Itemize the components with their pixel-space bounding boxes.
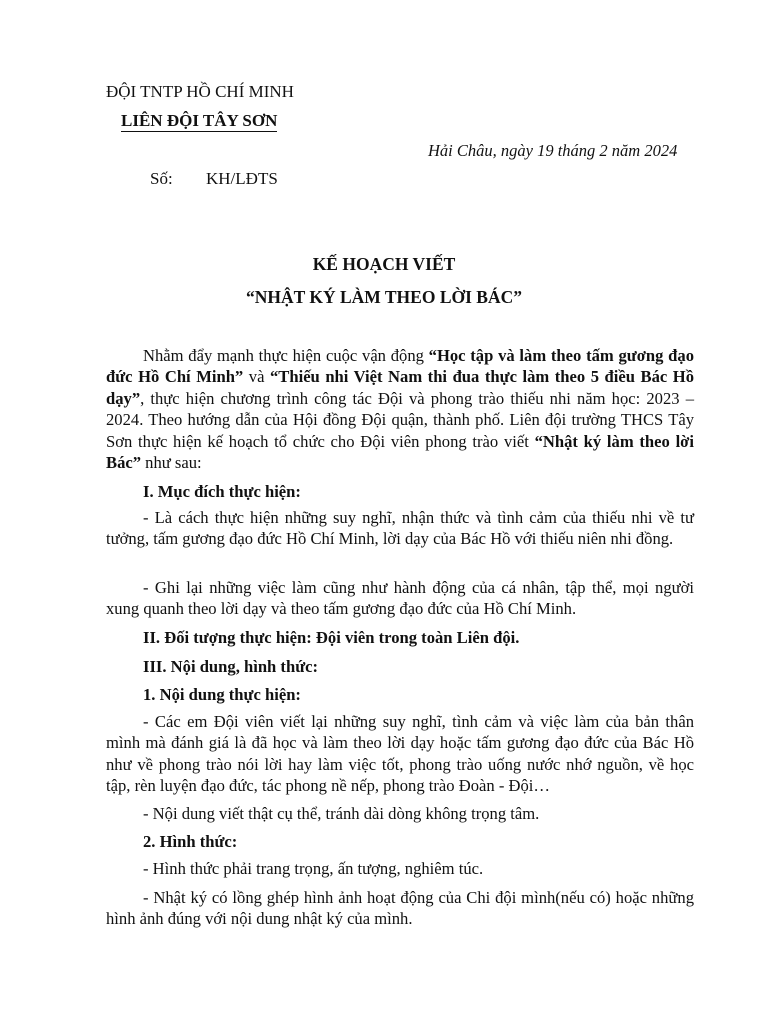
subsection-1-item-2: - Nội dung viết thật cụ thể, tránh dài dòng không trọng tâm. <box>143 804 540 823</box>
intro-text-1: Nhằm đẩy mạnh thực hiện cuộc vận động <box>143 346 429 365</box>
reference-label: Số: <box>150 169 173 188</box>
intro-bold-2: “Thiếu nhi Việt Nam thi đua thực làm theo 5 điều Bác Hồ dạy” <box>106 367 694 408</box>
document-date: Hải Châu, ngày 19 tháng 2 năm 2024 <box>428 141 678 160</box>
unit-name-text: LIÊN ĐỘI TÂY SƠN <box>121 111 278 130</box>
intro-text-2: và <box>243 367 270 387</box>
intro-paragraph <box>106 345 694 473</box>
section-1-item-2: - Ghi lại những việc làm cũng như hành động của cá nhân, tập thể, mọi người xung quanh theo lời dạy và theo tấm gương đạo đức của Hồ Chí Minh. <box>106 578 694 619</box>
subsection-1-heading: 1. Nội dung thực hiện: <box>143 685 301 704</box>
subsection-2-item-1: - Hình thức phải trang trọng, ấn tượng, nghiêm túc. <box>143 859 484 878</box>
intro-text-3: , thực hiện chương trình công tác Đội và phong trào thiếu nhi năm học: 2023 – 2024. Theo hướng dẫn của Hội đồng Đội quận, thành phố. Liên đội trường THCS Tây Sơn thực hiện kế hoạch tổ chức cho Đội viên phong trào viết <box>106 388 694 451</box>
section-1-item-1: - Là cách thực hiện những suy nghĩ, nhận thức và tình cảm của thiếu nhi về tư tưởng, tấm gương đạo đức Hồ Chí Minh, lời dạy của Bác Hồ với thiếu niên nhi đồng. <box>106 508 694 549</box>
unit-name <box>121 111 277 131</box>
document-reference <box>150 169 278 189</box>
document-subtitle: “NHẬT KÝ LÀM THEO LỜI BÁC” <box>246 287 522 307</box>
reference-number: KH/LĐTS <box>206 169 278 188</box>
document-title: KẾ HOẠCH VIẾT <box>312 254 456 274</box>
subsection-2-item-2: - Nhật ký có lồng ghép hình ảnh hoạt động của Chi đội mình(nếu có) hoặc những hình ảnh đúng với nội dung nhật ký của mình. <box>106 888 694 929</box>
intro-bold-3: “Nhật ký làm theo lời Bác” <box>106 431 694 473</box>
organization-name: ĐỘI TNTP HỒ CHÍ MINH <box>106 82 294 101</box>
intro-bold-1: “Học tập và làm theo tấm gương đạo đức Hồ Chí Minh” <box>106 346 694 387</box>
section-1-heading: I. Mục đích thực hiện: <box>143 482 301 501</box>
intro-text-4: như sau: <box>141 453 202 473</box>
section-3-heading: III. Nội dung, hình thức: <box>143 657 319 676</box>
section-2-heading: II. Đối tượng thực hiện: Đội viên trong toàn Liên đội. <box>143 628 520 647</box>
subsection-2-heading: 2. Hình thức: <box>143 832 238 851</box>
subsection-1-item-1: - Các em Đội viên viết lại những suy nghĩ, tình cảm và việc làm của bản thân mình mà đánh giá là đã học và làm theo lời dạy hoặc tấm gương đạo đức của Bác Hồ như về phong trào nói lời hay làm việc tốt, phong trào uống nước nhớ nguồn, về học tập, rèn luyện đạo đức, tác phong nề nếp, phong trào Đoàn - Đội… <box>106 712 694 796</box>
